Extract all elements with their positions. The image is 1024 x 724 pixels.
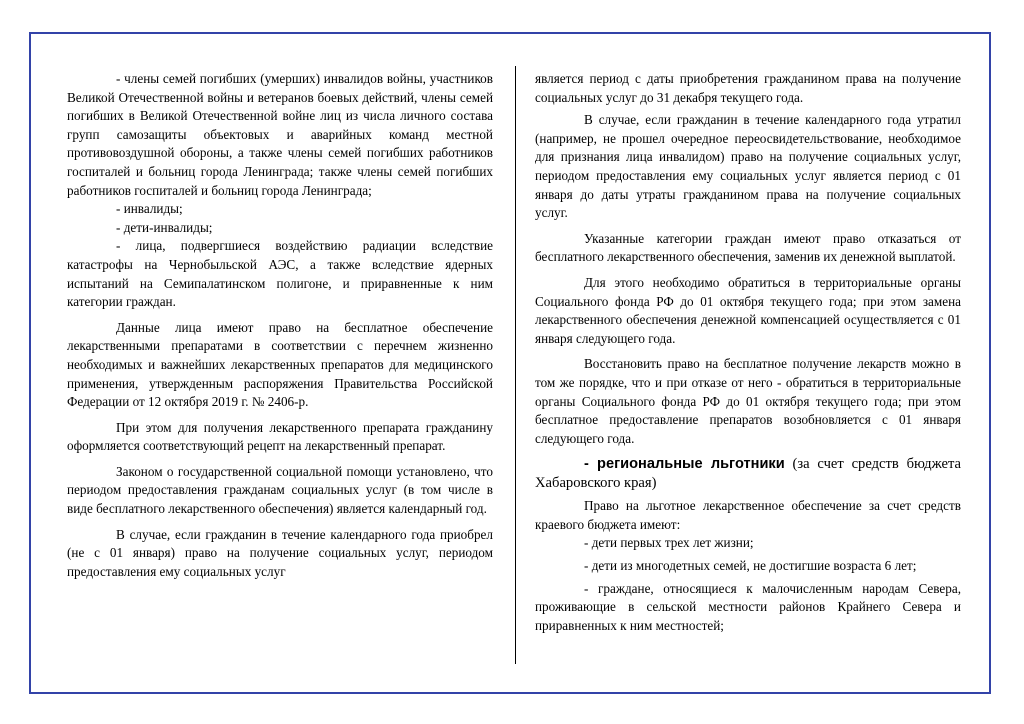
list-item-northern-peoples: - граждане, относящиеся к малочисленным народам Севера, проживающие в сельской местности районов Крайнего Севера и приравненных к ним местностей; xyxy=(535,580,961,633)
list-item-large-families: - дети из многодетных семей, не достигшие возраста 6 лет; xyxy=(584,558,917,574)
list-item-radiation: - лица, подвергшиеся воздействию радиации вследствие катастрофы на Чернобыльской АЭС, а также вследствие ядерных испытаний на Семипалатинском полигоне, и приравненные к ним категории граждан. xyxy=(67,238,493,310)
right-column xyxy=(535,70,961,635)
heading-regional-beneficiaries-rest: (за счет средств бюджета Хабаровского края) xyxy=(535,456,962,492)
paragraph-refusal: Указанные категории граждан имеют право отказаться от бесплатного лекарственного обеспечения, заменив их денежной выплатой. xyxy=(535,230,961,265)
heading-regional-beneficiaries xyxy=(535,455,961,493)
paragraph-period-continued: является период с даты приобретения гражданином права на получение социальных услуг до 31 декабря текущего года. xyxy=(535,71,961,105)
list-item-children-under-three: - дети первых трех лет жизни; xyxy=(584,535,754,551)
paragraph-acquired-right: В случае, если гражданин в течение календарного года приобрел (не с 01 января) право на получение социальных услуг, периодом предоставления ему социальных услуг xyxy=(67,526,493,579)
paragraph-law-period: Законом о государственной социальной помощи установлено, что периодом предоставления гражданам социальных услуг (в том числе в виде бесплатного лекарственного обеспечения) является календарный год. xyxy=(67,463,493,517)
heading-regional-beneficiaries-bold: - региональные льготники xyxy=(584,456,785,473)
paragraph-restore-right: Восстановить право на бесплатное получение лекарств можно в том же порядке, что и при отказе от него - обратиться в территориальные органы Социального фонда РФ до 01 октября текущего года; при этом бесплатное предоставление препаратов возобновляется с 01 января следующего года. xyxy=(535,356,961,446)
list-item-disabled-children: - дети-инвалиды; xyxy=(116,219,213,235)
column-divider xyxy=(515,66,516,664)
paragraph-apply-social-fund: Для этого необходимо обратиться в территориальные органы Социального фонда РФ до 01 октября текущего года; при этом замена лекарственного обеспечения денежной компенсацией осуществляется с 01 января следующего года. xyxy=(535,274,961,346)
paragraph-regional-right: Право на льготное лекарственное обеспечение за счет средств краевого бюджета имеют: xyxy=(535,498,961,532)
list-item-invalids: - инвалиды; xyxy=(116,201,183,217)
paragraph-right-to-free-medicine: Данные лица имеют право на бесплатное обеспечение лекарственными препаратами в соответствии с перечнем жизненно необходимых и важнейших лекарственных препаратов для медицинского применения, утвержденным распоряжения Правительства Российской Федерации от 12 октября 2019 г. № 2406-р. xyxy=(67,319,493,410)
paragraph-prescription: При этом для получения лекарственного препарата гражданину оформляется соответствующий рецепт на лекарственный препарат. xyxy=(67,419,493,454)
left-column xyxy=(67,70,493,581)
paragraph-lost-right: В случае, если гражданин в течение календарного года утратил (например, не прошел очередное переосвидетельствование, необходимое для признания лица инвалидом) право на получение социальных услуг, периодом предоставления ему социальных услуг является период с 01 января до даты утраты гражданином права на получение социальных услуг. xyxy=(535,112,961,221)
paragraph-families-of-fallen: - члены семей погибших (умерших) инвалидов войны, участников Великой Отечественной войны и ветеранов боевых действий, члены семей погибших в Великой Отечественной войне лиц из числа личного состава групп самозащиты объектовых и аварийных команд местной противовоздушной обороны, а также члены семей погибших работников госпиталей и больниц города Ленинграда; также члены семей погибших работников госпиталей и больниц города Ленинграда; xyxy=(67,71,493,198)
